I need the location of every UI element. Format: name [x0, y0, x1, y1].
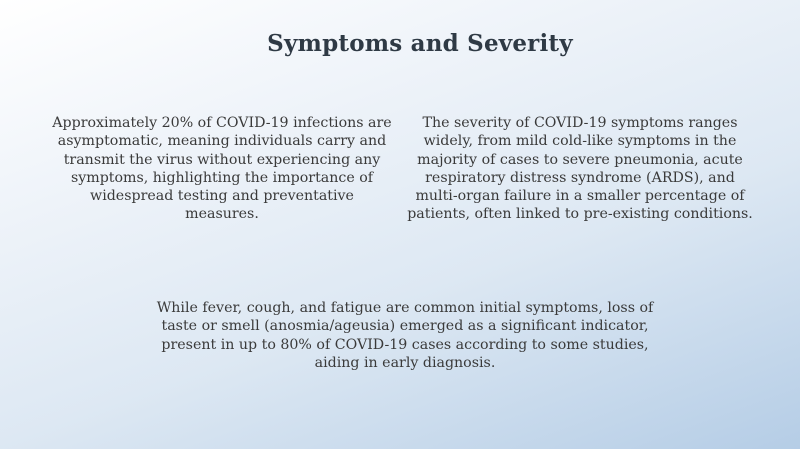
symptoms-paragraph: While fever, cough, and fatigue are common initial symptoms, loss of taste or smell (anosmia/ageusia) emerged as a significant indicator, present in up to 80% of COVID-19 cases according to some studies, aiding in early diagnosis. [156, 300, 654, 371]
slide-title: Symptoms and Severity [267, 30, 573, 57]
asymptomatic-paragraph: Approximately 20% of COVID-19 infections are asymptomatic, meaning individuals carry and transmit the virus without experiencing any symptoms, highlighting the importance of widespread testing and preventative measures. [52, 115, 392, 223]
severity-paragraph: The severity of COVID-19 symptoms ranges widely, from mild cold-like symptoms in the majority of cases to severe pneumonia, acute respiratory distress syndrome (ARDS), and multi-organ failure in a smaller percentage of patients, often linked to pre-existing conditions. [407, 115, 753, 223]
